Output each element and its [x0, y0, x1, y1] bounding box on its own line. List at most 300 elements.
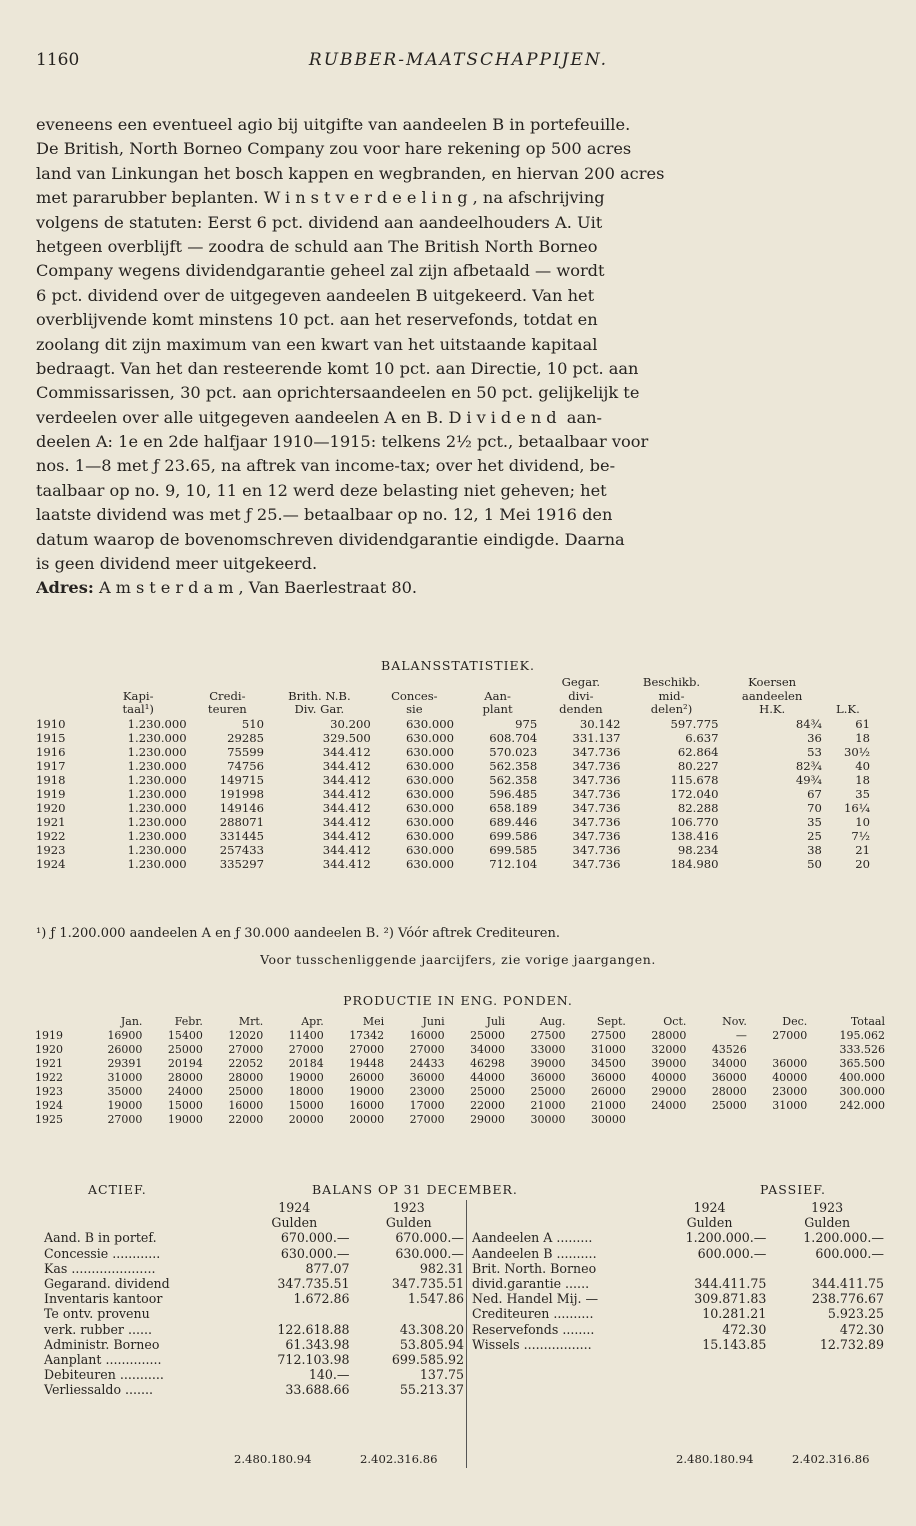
table-cell: 335297	[219, 856, 265, 871]
header-cell: Beschikb.	[642, 675, 701, 689]
table-row	[34, 1099, 886, 1113]
balance-label: Reservefonds ........	[472, 1321, 595, 1337]
table-cell: 347.736	[572, 786, 621, 801]
table-cell: 331445	[219, 828, 265, 843]
balance-value: 630.000.—	[280, 1245, 350, 1261]
table-cell: 1.230.000	[127, 800, 187, 815]
table-cell: 22000	[470, 1098, 506, 1112]
table-cell: 24000	[651, 1098, 687, 1112]
text-line	[36, 406, 881, 430]
balance-value: 670.000.—	[280, 1230, 350, 1246]
table-cell: 25000	[470, 1084, 506, 1098]
balance-label: Gegarand. dividend	[44, 1276, 170, 1292]
table-cell: 30½	[844, 744, 870, 759]
total-passief-1923: 2.402.316.86	[792, 1452, 870, 1466]
balance-label: verk. rubber ......	[44, 1321, 152, 1337]
table-cell: 184.980	[670, 856, 719, 871]
table-cell: 20000	[349, 1112, 385, 1126]
table-cell: 344.412	[322, 800, 371, 815]
table-cell: 33000	[530, 1042, 566, 1056]
table-cell: 658.189	[489, 800, 538, 815]
table-cell: 62.864	[677, 744, 719, 759]
table-cell: 344.412	[322, 744, 371, 759]
table-cell: 1.230.000	[127, 744, 187, 759]
balance-label: Aandeelen B ..........	[472, 1245, 597, 1261]
balance-row	[42, 1291, 466, 1306]
balans-title: BALANS OP 31 DECEMBER.	[312, 1182, 518, 1197]
text-line: laatste dividend was met ƒ 25.— betaalbaar op no. 12, 1 Mei 1916 den	[36, 505, 613, 525]
table-cell: 35	[855, 786, 870, 801]
table-cell: 27000	[409, 1112, 445, 1126]
table-cell: 630.000	[406, 800, 454, 815]
table-cell: 20000	[288, 1112, 324, 1126]
table-row	[34, 1057, 886, 1071]
table-cell: 27000	[772, 1028, 808, 1042]
table-cell: 27000	[228, 1042, 264, 1056]
table-cell: 288071	[219, 814, 265, 829]
table-cell: 16900	[107, 1028, 143, 1042]
spaced-term: Dividend	[448, 407, 562, 427]
table-cell: 344.412	[322, 758, 371, 773]
text-line: De British, North Borneo Company zou voor hare rekening op 500 acres	[36, 139, 632, 159]
table-cell	[748, 1113, 808, 1127]
header-cell: H.K.	[759, 702, 786, 716]
balance-value: 699.585.92	[391, 1352, 464, 1368]
table-cell	[627, 1113, 687, 1127]
total-passief-1924: 2.480.180.94	[676, 1452, 754, 1466]
header-cell: L.K.	[836, 702, 860, 716]
header-cell	[34, 690, 88, 704]
year-cell: 1923	[392, 1200, 425, 1215]
header-cell: Nov.	[722, 1015, 747, 1028]
table-cell: 242.000	[839, 1098, 885, 1112]
header-cell	[189, 676, 266, 690]
table-cell: 18	[855, 772, 870, 787]
unit-cell: Gulden	[686, 1215, 733, 1231]
table-cell: 30000	[590, 1112, 626, 1126]
table-cell: 630.000	[406, 786, 454, 801]
table-cell: 1.230.000	[127, 730, 187, 745]
header-cell: Brith. N.B.	[288, 688, 351, 703]
table-cell: 11400	[288, 1028, 324, 1042]
table-cell: 1.230.000	[127, 828, 187, 843]
table-cell: 98.234	[677, 842, 719, 857]
total-actief-1923: 2.402.316.86	[360, 1452, 438, 1466]
address-street: , Van Baerlestraat 80.	[238, 578, 418, 598]
balance-label: Inventaris kantoor	[44, 1291, 163, 1307]
table-cell: 400.000	[839, 1070, 885, 1084]
table-cell: 1.230.000	[127, 772, 187, 787]
header-cell: Koersen	[748, 675, 797, 689]
table-cell: 1916	[36, 744, 66, 759]
table-cell: 17342	[349, 1028, 385, 1042]
table-cell: 1920	[36, 800, 66, 815]
table-cell: 28000	[651, 1028, 687, 1042]
table-cell: 1921	[35, 1056, 63, 1070]
text-line: taalbaar op no. 9, 10, 11 en 12 werd deze belasting niet geheven; het	[36, 480, 607, 500]
table-cell: 22052	[228, 1056, 264, 1070]
table-cell: 29000	[470, 1112, 506, 1126]
year-header-row	[42, 1200, 466, 1215]
table-cell: 30000	[530, 1112, 566, 1126]
balance-row	[42, 1230, 466, 1245]
header-cell: taal¹)	[122, 702, 154, 716]
table-cell: 34500	[590, 1056, 626, 1070]
header-row	[34, 703, 872, 717]
header-cell: Aan-	[484, 688, 511, 703]
balance-value: 1.672.86	[293, 1291, 350, 1307]
table-cell: 1921	[36, 814, 66, 829]
text-line: eveneens een eventueel agio bij uitgifte van aandeelen B in portefeuille.	[36, 115, 631, 134]
table-cell: 27000	[409, 1042, 445, 1056]
actief-title: ACTIEF.	[88, 1182, 147, 1197]
table-cell: 149146	[219, 800, 265, 815]
table-cell: 347.736	[572, 744, 621, 759]
table-cell: 53	[807, 744, 822, 759]
year-cell: 1924	[693, 1200, 726, 1215]
text-line: datum waarop de bovenomschreven dividendgarantie eindigde. Daarna	[36, 529, 625, 549]
table-cell: 562.358	[489, 772, 538, 787]
header-cell	[373, 676, 456, 690]
header-cell	[34, 676, 88, 690]
table-cell: 22000	[228, 1112, 264, 1126]
table-cell: 36000	[711, 1070, 747, 1084]
page-number: 1160	[36, 50, 80, 70]
table-cell: 596.485	[489, 786, 538, 801]
header-cell: Febr.	[174, 1015, 203, 1028]
table-cell: 44000	[470, 1070, 506, 1084]
table-cell: 17000	[409, 1098, 445, 1112]
header-cell: Juli	[486, 1015, 506, 1028]
table-cell: 257433	[219, 842, 265, 857]
table-cell: 29391	[107, 1056, 143, 1070]
balance-label: Administr. Borneo	[44, 1336, 160, 1352]
table-cell: 344.412	[322, 772, 371, 787]
table-cell: 1919	[36, 786, 66, 801]
table-cell: 31000	[772, 1098, 808, 1112]
balance-value: 53.805.94	[399, 1336, 464, 1352]
table-cell: 347.736	[572, 828, 621, 843]
table-cell: 329.500	[322, 730, 371, 745]
table-cell: 36000	[590, 1070, 626, 1084]
table-cell: 510	[241, 716, 265, 731]
table-row	[34, 843, 872, 857]
table-cell: 570.023	[489, 744, 538, 759]
balance-row	[42, 1322, 466, 1337]
balansstat-footnote-2: Voor tusschenliggende jaarcijfers, zie vorige jaargangen.	[260, 952, 656, 967]
table-cell: 365.500	[839, 1056, 885, 1070]
table-row	[34, 829, 872, 843]
table-cell: 597.775	[670, 716, 719, 731]
text-span: verdeelen over alle uitgegeven aandeelen A en B.	[36, 407, 449, 427]
balance-row	[42, 1367, 466, 1382]
balance-value: 472.30	[839, 1321, 884, 1337]
table-cell: 1925	[35, 1112, 63, 1126]
balance-value: 630.000.—	[395, 1245, 464, 1261]
table-cell: 27000	[349, 1042, 385, 1056]
balance-row	[470, 1306, 886, 1321]
header-cell	[824, 676, 872, 690]
page-header	[36, 50, 881, 74]
table-cell: 43526	[711, 1042, 747, 1056]
table-cell: 1910	[36, 716, 66, 731]
balance-label: Aandeelen A .........	[472, 1230, 593, 1246]
balance-value: 347.735.51	[391, 1276, 464, 1292]
table-cell: 74756	[227, 758, 265, 773]
table-row	[34, 1029, 886, 1043]
header-cell	[88, 676, 189, 690]
table-cell: 699.586	[489, 828, 538, 843]
balance-value: 670.000.—	[395, 1230, 464, 1246]
table-cell: 344.412	[322, 814, 371, 829]
text-span: , na afschrijving	[472, 188, 605, 208]
text-line: zoolang dit zijn maximum van een kwart van het uitstaande kapitaal	[36, 334, 598, 354]
empty-cell	[42, 1200, 237, 1215]
table-cell: 19448	[349, 1056, 385, 1070]
balance-row	[42, 1352, 466, 1367]
balansstat-title: BALANSSTATISTIEK.	[381, 658, 535, 673]
header-cell	[34, 703, 88, 717]
table-cell: 630.000	[406, 828, 454, 843]
header-cell	[266, 676, 373, 690]
table-cell: 344.412	[322, 856, 371, 871]
table-cell: 630.000	[406, 758, 454, 773]
text-span: met pararubber beplanten.	[36, 188, 264, 208]
header-cell	[824, 690, 872, 704]
balance-value: 15.143.85	[702, 1336, 767, 1352]
balance-value: 137.75	[419, 1367, 464, 1383]
table-cell: 347.736	[572, 758, 621, 773]
table-cell: 19000	[107, 1098, 143, 1112]
table-cell: 28000	[167, 1070, 203, 1084]
table-row	[34, 731, 872, 745]
balansstat-table	[34, 676, 872, 871]
balance-value: 600.000.—	[815, 1245, 884, 1261]
table-cell: 15000	[167, 1098, 203, 1112]
table-row	[34, 801, 872, 815]
table-cell: 1924	[36, 856, 66, 871]
table-cell: 630.000	[406, 772, 454, 787]
balance-row	[42, 1246, 466, 1261]
passief-title: PASSIEF.	[760, 1182, 826, 1197]
header-row	[34, 676, 872, 690]
table-cell: 82.288	[677, 800, 719, 815]
table-cell: 1923	[35, 1084, 63, 1098]
balance-value: 55.213.37	[399, 1382, 464, 1398]
balance-value: 1.200.000.—	[803, 1230, 884, 1246]
table-cell: 630.000	[406, 856, 454, 871]
text-line: bedraagt. Van het dan resteerende komt 10 pct. aan Directie, 10 pct. aan	[36, 358, 639, 378]
table-cell: 36000	[409, 1070, 445, 1084]
balance-row	[470, 1261, 886, 1276]
header-cell	[456, 676, 539, 690]
header-cell: Gegar.	[561, 675, 601, 689]
table-cell: 1.230.000	[127, 758, 187, 773]
table-cell: 149715	[219, 772, 265, 787]
table-cell: 347.736	[572, 772, 621, 787]
table-cell: 18	[855, 730, 870, 745]
balance-row	[470, 1322, 886, 1337]
balance-label: Ned. Handel Mij. —	[472, 1291, 599, 1307]
table-cell: 20194	[167, 1056, 203, 1070]
table-cell: 34000	[470, 1042, 506, 1056]
table-cell: 347.736	[572, 814, 621, 829]
table-cell: 36000	[530, 1070, 566, 1084]
table-cell: 26000	[590, 1084, 626, 1098]
table-row	[34, 745, 872, 759]
table-cell: 15400	[167, 1028, 203, 1042]
balance-value: 1.200.000.—	[685, 1230, 767, 1246]
spaced-term: Winstverdeeling	[263, 188, 473, 208]
header-cell: teuren	[207, 702, 247, 716]
table-cell: 15000	[288, 1098, 324, 1112]
table-cell: 38	[807, 842, 822, 857]
table-cell: 1915	[36, 730, 66, 745]
table-cell: 12020	[228, 1028, 264, 1042]
table-cell: 106.770	[670, 814, 719, 829]
text-line: volgens de statuten: Eerst 6 pct. dividend aan aandeelhouders A. Uit	[36, 212, 603, 232]
text-line	[36, 186, 881, 210]
table-cell: 21000	[530, 1098, 566, 1112]
table-cell: 1924	[35, 1098, 63, 1112]
table-cell: 1.230.000	[127, 842, 187, 857]
table-cell: 347.736	[572, 800, 621, 815]
balance-value: 10.281.21	[702, 1306, 767, 1322]
balance-value: 238.776.67	[811, 1291, 884, 1307]
table-cell: 50	[807, 856, 822, 871]
header-cell: mid-	[658, 688, 685, 703]
unit-cell: Gulden	[271, 1215, 318, 1231]
balance-row	[470, 1291, 886, 1306]
table-cell: 1920	[35, 1042, 63, 1056]
table-cell: 20	[855, 856, 870, 871]
balance-row	[42, 1306, 466, 1321]
header-cell: Mrt.	[238, 1015, 264, 1028]
table-row	[34, 1071, 886, 1085]
header-row	[34, 1015, 886, 1029]
table-cell: 40000	[772, 1070, 808, 1084]
table-cell: 699.585	[489, 842, 538, 857]
unit-header-row	[42, 1215, 466, 1230]
table-cell: 138.416	[670, 828, 719, 843]
table-cell: 34000	[711, 1056, 747, 1070]
header-cell: Kapi-	[122, 688, 154, 703]
table-cell: 1923	[36, 842, 66, 857]
balance-value: 309.871.83	[694, 1291, 767, 1307]
table-cell: 25000	[470, 1028, 506, 1042]
header-cell: Juni	[422, 1015, 445, 1028]
table-cell: 25	[807, 828, 822, 843]
balance-label: Brit. North. Borneo	[472, 1260, 597, 1276]
table-cell: 16¼	[844, 800, 870, 815]
table-row	[34, 1113, 886, 1127]
balance-value: 600.000.—	[697, 1245, 767, 1261]
table-cell: 24433	[409, 1056, 445, 1070]
balance-row	[42, 1337, 466, 1352]
balance-label: Te ontv. provenu	[44, 1306, 150, 1322]
balance-value: 5.923.25	[827, 1306, 884, 1322]
table-cell: 36000	[772, 1056, 808, 1070]
balance-value: 344.411.75	[694, 1276, 767, 1292]
table-cell: 18000	[288, 1084, 324, 1098]
table-cell: 630.000	[406, 842, 454, 857]
table-cell: 25000	[711, 1098, 747, 1112]
table-cell: 80.227	[677, 758, 719, 773]
header-cell: delen²)	[650, 702, 693, 716]
table-cell: 562.358	[489, 758, 538, 773]
header-cell	[34, 1015, 83, 1029]
table-cell: 16000	[349, 1098, 385, 1112]
table-cell: 21	[855, 842, 870, 857]
balance-value: 33.688.66	[285, 1382, 350, 1398]
year-cell: 1923	[811, 1200, 844, 1215]
balance-label: Debiteuren ...........	[44, 1367, 164, 1383]
balance-row	[470, 1276, 886, 1291]
text-line: nos. 1—8 met ƒ 23.65, na aftrek van income-tax; over het dividend, be-	[36, 456, 616, 476]
table-row	[34, 1043, 886, 1057]
table-cell: 29000	[651, 1084, 687, 1098]
total-actief-1924: 2.480.180.94	[234, 1452, 312, 1466]
table-cell: 27500	[530, 1028, 566, 1042]
table-cell: 1917	[36, 758, 66, 773]
table-cell: 49¾	[795, 772, 822, 787]
header-cell: Mei	[362, 1015, 385, 1028]
passief-table	[470, 1200, 886, 1352]
balance-value: 43.308.20	[399, 1321, 464, 1337]
table-cell: 344.412	[322, 828, 371, 843]
table-cell: 27500	[590, 1028, 626, 1042]
text-line: Company wegens dividendgarantie geheel zal zijn afbetaald — wordt	[36, 261, 605, 281]
header-row	[34, 690, 872, 704]
table-cell: 344.412	[322, 842, 371, 857]
balance-row	[42, 1261, 466, 1276]
balance-row	[42, 1276, 466, 1291]
table-cell: 1.230.000	[127, 786, 187, 801]
table-row	[34, 773, 872, 787]
table-cell: 115.678	[670, 772, 719, 787]
table-cell: 35	[807, 814, 822, 829]
balance-label: divid.garantie ......	[472, 1276, 590, 1292]
header-cell: Jan.	[120, 1015, 143, 1028]
balansstat-footnote: ¹) ƒ 1.200.000 aandeelen A en ƒ 30.000 aandeelen B. ²) Vóór aftrek Crediteuren.	[36, 926, 560, 941]
table-cell: 172.040	[670, 786, 719, 801]
table-cell: 1.230.000	[127, 856, 187, 871]
balance-value: 12.732.89	[819, 1336, 884, 1352]
running-title: RUBBER-MAATSCHAPPIJEN.	[308, 50, 609, 70]
unit-header-row	[470, 1215, 886, 1230]
balance-value: 61.343.98	[285, 1336, 350, 1352]
balance-label: Wissels .................	[472, 1336, 592, 1352]
balance-value	[237, 1306, 351, 1321]
table-cell: 20184	[288, 1056, 324, 1070]
table-cell: 16000	[409, 1028, 445, 1042]
table-row	[34, 759, 872, 773]
table-cell: 84¾	[795, 716, 822, 731]
table-cell: 26000	[107, 1042, 143, 1056]
table-cell: 195.062	[839, 1028, 885, 1042]
table-cell: 46298	[470, 1056, 506, 1070]
header-cell: Dec.	[782, 1015, 808, 1028]
header-cell: Sept.	[596, 1015, 626, 1028]
table-cell: 30.200	[330, 716, 371, 731]
text-line: 6 pct. dividend over de uitgegeven aandeelen B uitgekeerd. Van het	[36, 285, 595, 305]
balance-label: Crediteuren ..........	[472, 1306, 594, 1322]
table-cell: 1.230.000	[127, 716, 187, 731]
balance-value: 347.735.51	[277, 1276, 350, 1292]
empty-cell	[42, 1215, 237, 1230]
header-cell: Div. Gar.	[294, 702, 345, 716]
table-cell: 975	[515, 716, 538, 731]
